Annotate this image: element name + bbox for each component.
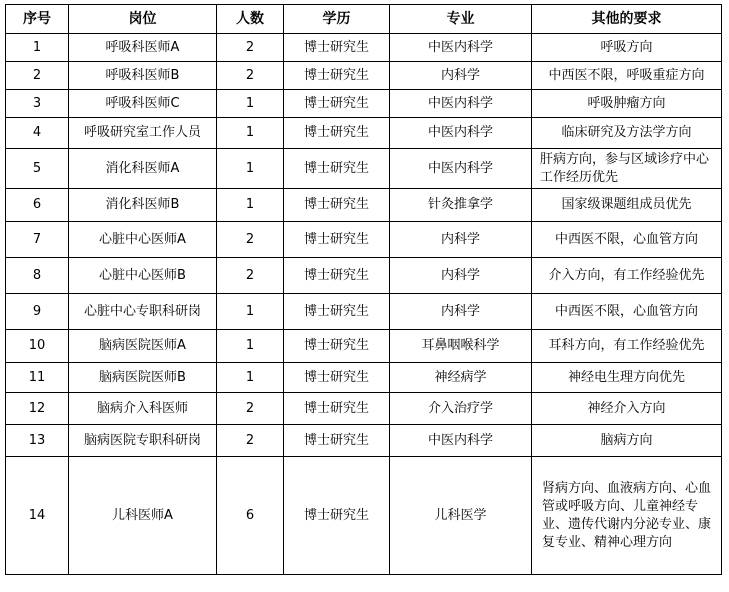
table-row (6, 118, 722, 149)
cell-other: 耳科方向，有工作经验优先 (532, 330, 722, 363)
cell-education: 博士研究生 (284, 425, 390, 457)
cell-position: 消化科医师A (69, 149, 217, 189)
cell-seq: 3 (6, 90, 69, 118)
table-row (6, 222, 722, 258)
cell-count: 2 (217, 425, 284, 457)
cell-other: 神经介入方向 (532, 393, 722, 425)
cell-other: 国家级课题组成员优先 (532, 189, 722, 222)
cell-education: 博士研究生 (284, 363, 390, 393)
cell-major: 中医内科学 (390, 118, 532, 149)
cell-position: 呼吸科医师B (69, 62, 217, 90)
cell-count: 1 (217, 330, 284, 363)
cell-seq: 8 (6, 258, 69, 294)
header-major: 专业 (390, 5, 532, 34)
table-row (6, 149, 722, 189)
cell-major: 儿科医学 (390, 457, 532, 575)
table-row (6, 189, 722, 222)
cell-major: 内科学 (390, 222, 532, 258)
cell-other: 呼吸肿瘤方向 (532, 90, 722, 118)
cell-count: 1 (217, 118, 284, 149)
cell-seq: 6 (6, 189, 69, 222)
cell-education: 博士研究生 (284, 149, 390, 189)
cell-other: 肾病方向、血液病方向、心血管或呼吸方向、儿童神经专业、遗传代谢内分泌专业、康复专业、精神心理方向 (532, 457, 722, 575)
cell-education: 博士研究生 (284, 258, 390, 294)
header-row (6, 5, 722, 34)
cell-major: 介入治疗学 (390, 393, 532, 425)
header-count: 人数 (217, 5, 284, 34)
table-row (6, 294, 722, 330)
cell-seq: 14 (6, 457, 69, 575)
cell-other: 介入方向，有工作经验优先 (532, 258, 722, 294)
cell-education: 博士研究生 (284, 222, 390, 258)
cell-other: 中西医不限，心血管方向 (532, 222, 722, 258)
cell-count: 2 (217, 258, 284, 294)
cell-seq: 13 (6, 425, 69, 457)
cell-seq: 5 (6, 149, 69, 189)
cell-major: 中医内科学 (390, 149, 532, 189)
cell-count: 1 (217, 189, 284, 222)
recruitment-table (5, 4, 722, 575)
cell-seq: 7 (6, 222, 69, 258)
cell-major: 耳鼻咽喉科学 (390, 330, 532, 363)
cell-count: 6 (217, 457, 284, 575)
cell-count: 2 (217, 62, 284, 90)
cell-major: 内科学 (390, 294, 532, 330)
cell-position: 心脏中心专职科研岗 (69, 294, 217, 330)
table-row (6, 62, 722, 90)
cell-major: 中医内科学 (390, 425, 532, 457)
cell-major: 神经病学 (390, 363, 532, 393)
cell-education: 博士研究生 (284, 118, 390, 149)
cell-count: 1 (217, 149, 284, 189)
cell-major: 中医内科学 (390, 34, 532, 62)
cell-other: 临床研究及方法学方向 (532, 118, 722, 149)
cell-position: 儿科医师A (69, 457, 217, 575)
cell-position: 呼吸研究室工作人员 (69, 118, 217, 149)
header-seq: 序号 (6, 5, 69, 34)
cell-education: 博士研究生 (284, 90, 390, 118)
cell-other: 中西医不限，心血管方向 (532, 294, 722, 330)
cell-education: 博士研究生 (284, 189, 390, 222)
table-row (6, 457, 722, 575)
cell-other: 中西医不限，呼吸重症方向 (532, 62, 722, 90)
table-row (6, 330, 722, 363)
cell-other: 呼吸方向 (532, 34, 722, 62)
cell-education: 博士研究生 (284, 393, 390, 425)
cell-other: 脑病方向 (532, 425, 722, 457)
table-row (6, 363, 722, 393)
cell-major: 内科学 (390, 62, 532, 90)
cell-seq: 2 (6, 62, 69, 90)
cell-other: 神经电生理方向优先 (532, 363, 722, 393)
table-row (6, 393, 722, 425)
cell-seq: 4 (6, 118, 69, 149)
cell-position: 呼吸科医师A (69, 34, 217, 62)
cell-seq: 11 (6, 363, 69, 393)
cell-position: 脑病医院医师A (69, 330, 217, 363)
cell-count: 1 (217, 363, 284, 393)
cell-position: 心脏中心医师A (69, 222, 217, 258)
cell-education: 博士研究生 (284, 62, 390, 90)
table-row (6, 425, 722, 457)
cell-seq: 1 (6, 34, 69, 62)
cell-position: 脑病医院医师B (69, 363, 217, 393)
cell-count: 2 (217, 393, 284, 425)
cell-major: 内科学 (390, 258, 532, 294)
table-row (6, 258, 722, 294)
cell-education: 博士研究生 (284, 34, 390, 62)
cell-education: 博士研究生 (284, 330, 390, 363)
table-row (6, 90, 722, 118)
cell-seq: 10 (6, 330, 69, 363)
cell-count: 1 (217, 90, 284, 118)
cell-major: 针灸推拿学 (390, 189, 532, 222)
header-other: 其他的要求 (532, 5, 722, 34)
cell-education: 博士研究生 (284, 294, 390, 330)
cell-position: 消化科医师B (69, 189, 217, 222)
cell-other: 肝病方向，参与区域诊疗中心工作经历优先 (532, 149, 722, 189)
cell-seq: 12 (6, 393, 69, 425)
cell-education: 博士研究生 (284, 457, 390, 575)
cell-count: 2 (217, 34, 284, 62)
table-row (6, 34, 722, 62)
header-education: 学历 (284, 5, 390, 34)
cell-count: 2 (217, 222, 284, 258)
cell-seq: 9 (6, 294, 69, 330)
cell-position: 脑病介入科医师 (69, 393, 217, 425)
cell-count: 1 (217, 294, 284, 330)
cell-position: 呼吸科医师C (69, 90, 217, 118)
cell-position: 心脏中心医师B (69, 258, 217, 294)
header-position: 岗位 (69, 5, 217, 34)
cell-position: 脑病医院专职科研岗 (69, 425, 217, 457)
cell-major: 中医内科学 (390, 90, 532, 118)
